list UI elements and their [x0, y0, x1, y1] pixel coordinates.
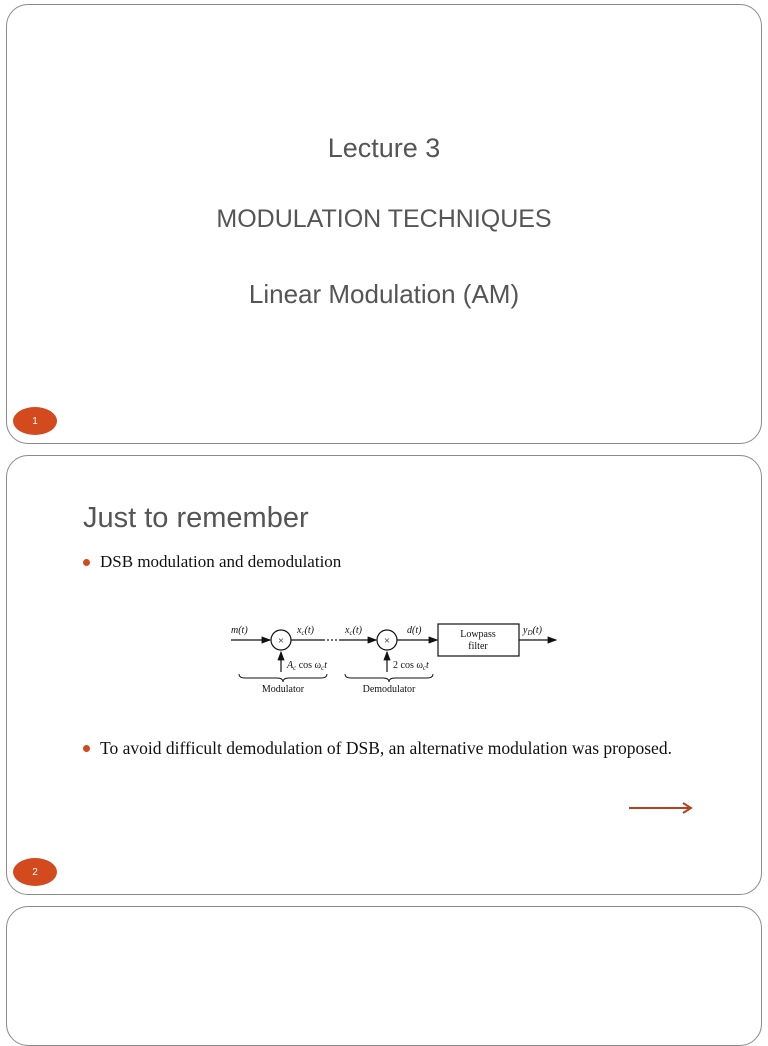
slide-subtitle-modulation-techniques: MODULATION TECHNIQUES — [216, 205, 552, 233]
page-number-badge: 2 — [13, 858, 57, 886]
bullet-dot-icon — [83, 745, 90, 752]
channel-dot — [331, 639, 333, 641]
slide-2 — [6, 455, 762, 895]
output-signal-label: $y_D(t)$ — [523, 625, 542, 637]
multiply-symbol: × — [277, 635, 285, 647]
bullet-text: To avoid difficult demodulation of DSB, an alternative modulation was proposed. — [100, 738, 672, 758]
slide-subtitle-linear-modulation: Linear Modulation (AM) — [248, 279, 520, 309]
bullet-text: DSB modulation and demodulation — [100, 552, 342, 571]
demodulator-brace — [345, 674, 433, 682]
dsb-block-diagram — [223, 616, 563, 696]
received-signal-label: $x_c(t)$ — [345, 625, 363, 637]
slide-3 — [6, 906, 762, 1046]
channel-dot — [327, 639, 329, 641]
channel-dot — [335, 639, 337, 641]
demodulator-label: Demodulator — [362, 684, 416, 695]
bullet-dot-icon — [83, 559, 90, 566]
modulator-label: Modulator — [261, 684, 305, 695]
filter-label-line1: Lowpass — [460, 629, 496, 640]
bullet-item — [83, 552, 341, 572]
demodulator-carrier-label: 2 $\cos \omega_ct$ — [393, 660, 429, 672]
modulated-signal-label: $x_c(t)$ — [297, 625, 315, 637]
slide-1 — [6, 4, 762, 444]
right-arrow-icon[interactable] — [627, 802, 697, 814]
page-number-badge: 1 — [13, 407, 57, 435]
slide-heading: Just to remember — [83, 502, 309, 534]
multiply-symbol: × — [383, 635, 391, 647]
lecture-title: Lecture 3 — [327, 133, 441, 163]
filter-label-line2: filter — [468, 641, 488, 652]
demodulated-signal-label: d(t) — [407, 625, 422, 636]
modulator-carrier-label: $A_c$ $\cos \omega_ct$ — [287, 660, 328, 672]
bullet-item — [83, 738, 672, 759]
modulator-brace — [239, 674, 327, 682]
input-signal-label: m(t) — [231, 625, 248, 636]
